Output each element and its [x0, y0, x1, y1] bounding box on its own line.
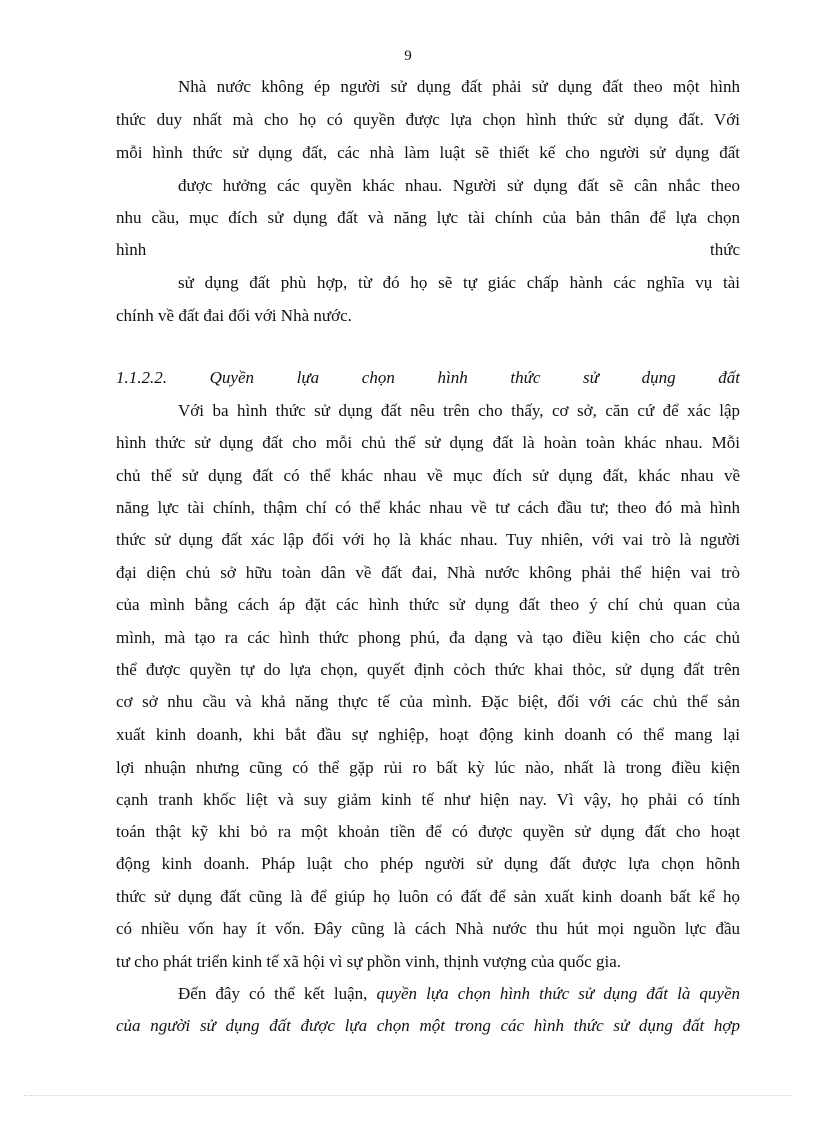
paragraph2-line: toán thật kỹ khi bỏ ra một khoản tiền để có được quyền sử dụng đất cho hoạt: [116, 822, 740, 841]
paragraph1-line: chính về đất đai đối với Nhà nước.: [116, 306, 352, 325]
paragraph2-line: động kinh doanh. Pháp luật cho phép người sử dụng đất được lựa chọn hõnh: [116, 854, 740, 873]
paragraph1-line: được hưởng các quyền khác nhau. Người sử dụng đất sẽ cân nhắc theo: [178, 176, 740, 195]
page-number: 9: [404, 48, 412, 64]
heading-word: dụng: [641, 368, 676, 387]
paragraph3-line: của người sử dụng đất được lựa chọn một trong các hình thức sử dụng đất hợp: [116, 1016, 740, 1035]
heading-word: chọn: [361, 368, 395, 387]
paragraph1-line: nhu cầu, mục đích sử dụng đất và năng lực tài chính của bản thân để lựa chọn: [116, 208, 740, 227]
heading-word: hình: [437, 368, 468, 387]
heading-word: 1.1.2.2.: [116, 368, 167, 387]
section-heading: [116, 368, 740, 388]
paragraph2-line: xuất kinh doanh, khi bắt đầu sự nghiệp, hoạt động kinh doanh có thể mang lại: [116, 725, 740, 744]
paragraph1-line: Nhà nước không ép người sử dụng đất phải sử dụng đất theo một hình: [178, 77, 740, 96]
paragraph2-line: hình thức sử dụng đất cho mỗi chủ thể sử dụng đất là hoàn toàn khác nhau. Mỗi: [116, 433, 740, 452]
paragraph2-line: chủ thể sử dụng đất có thể khác nhau về mục đích sử dụng đất, khác nhau về: [116, 466, 740, 485]
paragraph2-line: mình, mà tạo ra các hình thức phong phú, đa dạng và tạo điều kiện cho các chủ: [116, 628, 740, 647]
conclusion-lead: Đến đây có thể kết luận,: [178, 984, 377, 1003]
paragraph1-line-right: thức: [710, 240, 740, 259]
heading-word: đất: [718, 368, 740, 387]
paragraph2-line: đại diện chủ sở hữu toàn dân về đất đai, Nhà nước không phải thể hiện vai trò: [116, 563, 740, 582]
paragraph2-line: cơ sở nhu cầu và khả năng thực tế của mình. Đặc biệt, đối với các chủ thể sản: [116, 692, 740, 711]
conclusion-italic: quyền lựa chọn hình thức sử dụng đất là quyền: [376, 984, 740, 1003]
paragraph2-line: thức sử dụng đất xác lập đối với họ là khác nhau. Tuy nhiên, với vai trò là người: [116, 530, 740, 549]
paragraph3-line: [178, 984, 740, 1004]
paragraph1-line: hình: [116, 240, 147, 259]
paragraph1-line: thức duy nhất mà cho họ có quyền được lựa chọn hình thức sử dụng đất. Với: [116, 110, 740, 129]
paragraph2-line: Với ba hình thức sử dụng đất nêu trên cho thấy, cơ sở, căn cứ để xác lập: [178, 401, 740, 420]
paragraph1-line: mỗi hình thức sử dụng đất, các nhà làm luật sẽ thiết kế cho người sử dụng đất: [116, 143, 740, 162]
paragraph1-line: sử dụng đất phù hợp, từ đó họ sẽ tự giác chấp hành các nghĩa vụ tài: [178, 273, 740, 292]
paragraph2-line: tư cho phát triển kinh tế xã hội vì sự phồn vinh, thịnh vượng của quốc gia.: [116, 952, 621, 971]
heading-word: lựa: [296, 368, 320, 387]
page-bottom-rule: [24, 1095, 792, 1096]
heading-word: sử: [583, 368, 599, 387]
paragraph2-line: của mình bằng cách áp đặt các hình thức sử dụng đất theo ý chí chủ quan của: [116, 595, 740, 614]
paragraph2-line: thể được quyền tự do lựa chọn, quyết định cỏch thức khai thỏc, sử dụng đất trên: [116, 660, 740, 679]
heading-word: thức: [510, 368, 541, 387]
paragraph2-line: cạnh tranh khốc liệt và suy giảm kinh tế như hiện nay. Vì vậy, họ phải có tính: [116, 790, 740, 809]
paragraph2-line: thức sử dụng đất cũng là để giúp họ luôn có đất để sản xuất kinh doanh bất kể họ: [116, 887, 740, 906]
paragraph2-line: năng lực tài chính, thậm chí có thể khác nhau về tư cách đầu tư; theo đó mà hình: [116, 498, 740, 517]
paragraph2-line: lợi nhuận nhưng cũng có thể gặp rủi ro bất kỳ lúc nào, nhất là trong điều kiện: [116, 758, 740, 777]
paragraph2-line: có nhiều vốn hay ít vốn. Đây cũng là cách Nhà nước thu hút mọi nguồn lực đầu: [116, 919, 740, 938]
heading-word: Quyền: [209, 368, 255, 387]
